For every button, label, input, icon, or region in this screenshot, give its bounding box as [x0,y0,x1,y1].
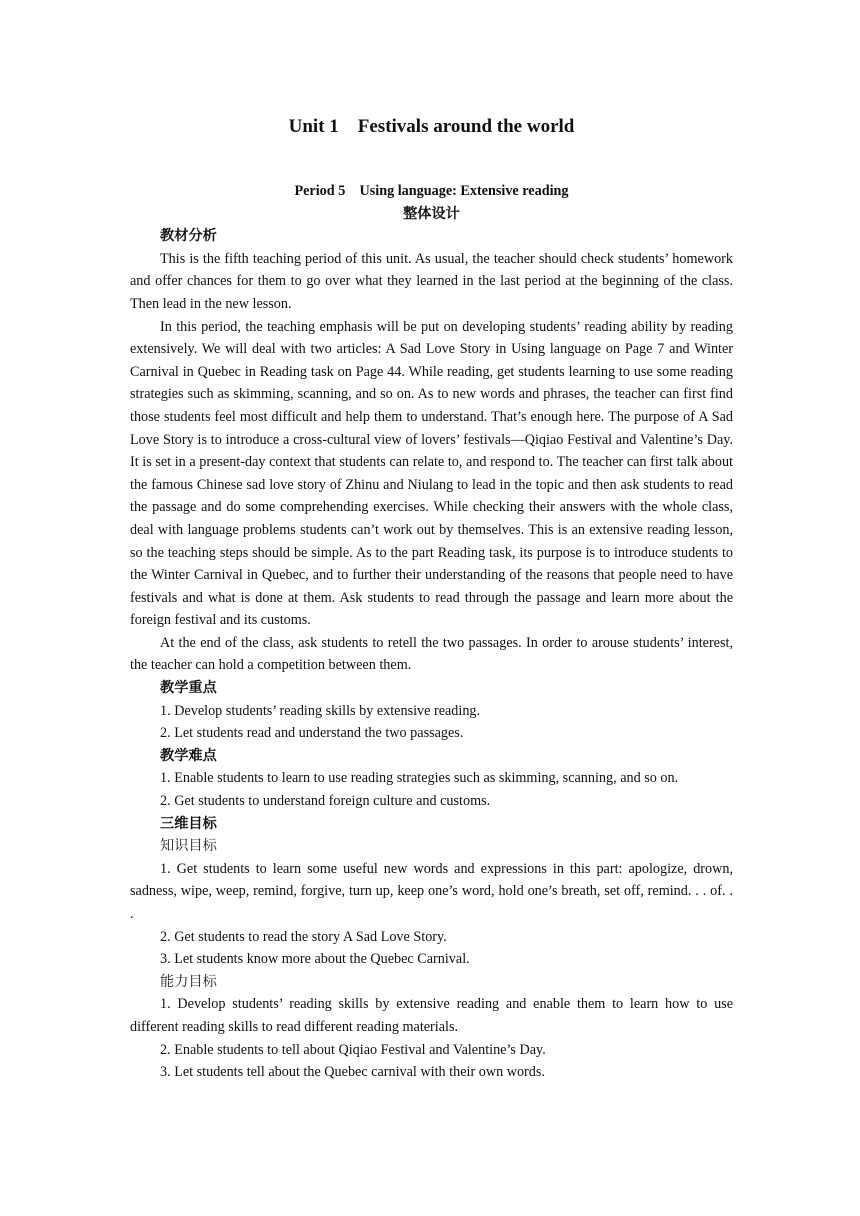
ability-goal-item: 3. Let students tell about the Quebec carnival with their own words. [160,1064,545,1081]
material-analysis-heading: 教材分析 [160,228,217,245]
ability-goal-item: 2. Enable students to tell about Qiqiao Festival and Valentine’s Day. [160,1041,546,1058]
unit-title: Unit 1 Festivals around the world [288,116,575,137]
period-title: Period 5 Using language: Extensive reading [294,183,569,199]
three-dim-goals-heading: 三维目标 [160,815,217,832]
difficult-points-heading: 教学难点 [160,747,217,764]
overall-design-heading: 整体设计 [403,205,460,222]
knowledge-goals-heading: 知识目标 [160,838,217,855]
key-point-item: 2. Let students read and understand the two passages. [160,725,464,742]
knowledge-goal-item: 3. Let students know more about the Quebec Carnival. [160,951,470,968]
material-analysis-paragraph: In this period, the teaching emphasis will be put on developing students’ reading ability by reading extensively. We will deal with two articles: A Sad Love Story in Using language on Page 7 and Winter Carnival in Quebec in Reading task on Page 44. While reading, get students learning to use some reading strategies such as skimming, scanning, and so on. As to new words and phrases, the teacher can first find those students feel most difficult and help them to understand. That’s enough here. The purpose of A Sad Love Story is to introduce a cross-cultural view of lovers’ festivals—Qiqiao Festival and Valentine’s Day. It is set in a present-day context that students can relate to, and respond to. The teacher can first talk about the famous Chinese sad love story of Zhinu and Niulang to lead in the topic and then ask students to read the passage and do some comprehending exercises. While checking their answers with the whole class, deal with language problems students can’t work out by themselves. This is an extensive reading lesson, so the teaching steps should be simple. As to the part Reading task, its purpose is to introduce students to the Winter Carnival in Quebec, and to further their understanding of the reasons that people need to have festivals and what is done at them. Ask students to read through the passage and learn more about the foreign festival and its customs. [130,318,733,629]
key-points-heading: 教学重点 [160,680,217,697]
ability-goal-item: 1. Develop students’ reading skills by extensive reading and enable them to learn how to use different reading skills to read different reading materials. [130,996,733,1035]
ability-goals-heading: 能力目标 [160,973,217,990]
knowledge-goal-item: 2. Get students to read the story A Sad Love Story. [160,928,447,945]
document-content [130,112,733,1084]
material-analysis-paragraph: This is the fifth teaching period of this unit. As usual, the teacher should check students’ homework and offer chances for them to go over what they learned in the last period at the beginning of the class. Then lead in the new lesson. [130,250,733,312]
material-analysis-paragraph: At the end of the class, ask students to retell the two passages. In order to arouse students’ interest, the teacher can hold a competition between them. [130,634,733,674]
knowledge-goal-item: 1. Get students to learn some useful new words and expressions in this part: apologize, drown, sadness, wipe, weep, remind, forgive, turn up, keep one’s word, hold one’s breath, set off, remind. . . of. . . [130,860,733,922]
difficult-point-item: 1. Enable students to learn to use reading strategies such as skimming, scanning, and so on. [160,770,679,787]
key-point-item: 1. Develop students’ reading skills by extensive reading. [160,702,481,719]
difficult-point-item: 2. Get students to understand foreign culture and customs. [160,793,491,810]
